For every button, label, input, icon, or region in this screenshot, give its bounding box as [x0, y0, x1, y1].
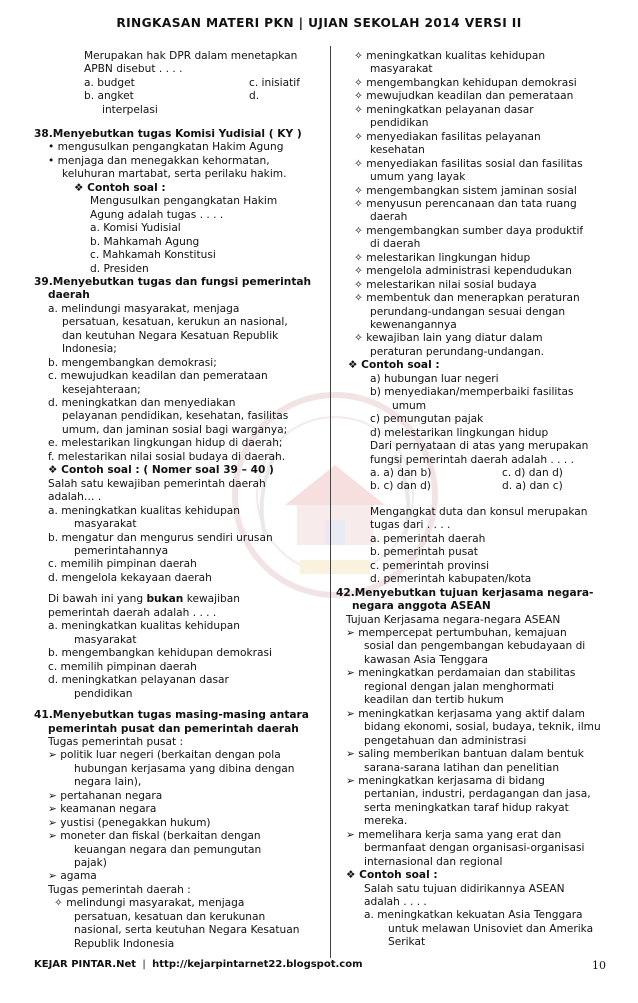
left-text-line: ➢ agama — [48, 870, 97, 883]
right-text-line: pengetahuan dan administrasi — [364, 734, 527, 747]
left-text-line: persatuan, kesatuan, kerukun an nasional, — [62, 316, 288, 329]
right-text-line: peraturan perundang-undangan. — [370, 345, 545, 358]
left-text-line: Tugas pemerintah daerah : — [48, 883, 191, 896]
right-text-line: masyarakat — [370, 63, 433, 76]
right-text-line: umum — [392, 399, 427, 412]
right-text-line: regional dengan jalan menghormati — [364, 680, 555, 693]
right-text-line: c) pemungutan pajak — [370, 413, 484, 426]
left-text-line: ➢ pertahanan negara — [48, 789, 163, 802]
left-text-line: 41.Menyebutkan tugas masing-masing antara — [34, 709, 309, 722]
right-text-line: ✧ kewajiban lain yang diatur dalam — [354, 332, 543, 345]
right-text-line: ✧ mengembangkan sumber daya produktif — [354, 224, 584, 237]
right-text-line: d) melestarikan lingkungan hidup — [370, 426, 549, 439]
column-divider — [330, 46, 331, 958]
left-text-line: pelayanan pendidikan, kesehatan, fasilitas — [62, 410, 289, 423]
left-text-line: 38.Menyebutkan tugas Komisi Yudisial ( KY ) — [34, 128, 302, 140]
left-text-line: ➢ politik luar negeri (berkaitan dengan pola — [48, 749, 281, 762]
left-text-line: e. melestarikan lingkungan hidup di daerah; — [48, 437, 283, 450]
right-text-line: di daerah — [370, 238, 421, 251]
right-text-line: ➢ memelihara kerja sama yang erat dan — [346, 828, 562, 841]
left-text-line: a. meningkatkan kualitas kehidupan — [48, 620, 241, 633]
right-text-line: ✧ mewujudkan keadilan dan pemerataan — [354, 90, 574, 103]
right-text-line: mereka. — [364, 815, 408, 828]
right-text-line: umum yang layak — [370, 171, 466, 184]
footer-site: KEJAR PINTAR.Net — [34, 959, 137, 970]
left-text-line: • mengusulkan pengangkatan Hakim Agung — [48, 141, 284, 154]
left-text-line: masyarakat — [74, 633, 137, 646]
right-text-line: kewenangannya — [370, 319, 457, 331]
left-text-line: Agung adalah tugas . . . . — [90, 208, 224, 221]
left-text-line: nasional, serta keutuhan Negara Kesatuan — [74, 924, 300, 937]
right-text-line: pertanian, industri, perdagangan dan jasa, — [364, 788, 591, 801]
right-text-line: ❖ Contoh soal : — [348, 359, 440, 372]
left-text-line: daerah — [48, 289, 90, 302]
right-text-line: Serikat — [388, 936, 426, 949]
left-text-line: pajak) — [74, 857, 107, 869]
right-text-line: adalah . . . . — [364, 896, 427, 908]
right-text-line: internasional dan regional — [364, 855, 503, 868]
right-text-line: ❖ Contoh soal : — [346, 869, 438, 882]
left-text-line: pemerintah daerah adalah . . . . — [48, 606, 217, 619]
right-text-line: kawasan Asia Tenggara — [364, 653, 488, 666]
footer-separator: | — [136, 959, 153, 970]
right-text-line: a) hubungan luar negeri — [370, 372, 499, 385]
left-text-line: ➢ keamanan negara — [48, 803, 157, 816]
left-text-line: 39.Menyebutkan tugas dan fungsi pemerintah — [34, 275, 312, 288]
right-text-line: b. c) dan d) — [370, 480, 431, 493]
left-text-line: ✧ melindungi masyarakat, menjaga — [54, 897, 245, 910]
emphasis-word: bukan — [146, 593, 184, 606]
left-text-line: ❖ Contoh soal : ( Nomer soal 39 – 40 ) — [48, 464, 274, 477]
right-text-line: ✧ meningkatkan pelayanan dasar — [354, 103, 534, 116]
left-text-line: Tugas pemerintah pusat : — [48, 735, 184, 748]
right-text-line: ✧ melestarikan nilai sosial budaya — [354, 278, 537, 291]
left-text-line: a. Komisi Yudisial — [90, 222, 181, 235]
right-text-line: Tujuan Kerjasama negara-negara ASEAN — [346, 613, 561, 626]
left-text-line: masyarakat — [74, 518, 137, 531]
left-text-line: c. mewujudkan keadilan dan pemerataan — [48, 370, 268, 383]
right-text-line: a. a) dan b) — [370, 466, 432, 479]
page-header-title: RINGKASAN MATERI PKN | UJIAN SEKOLAH 2014 VERSI II — [116, 16, 522, 30]
right-text-line: bidang ekonomi, sosial, budaya, teknik, ilmu — [364, 721, 601, 734]
left-text-line: c. memilih pimpinan daerah — [48, 660, 197, 673]
right-text-line: c. pemerintah provinsi — [370, 559, 490, 572]
right-text-line: ➢ meningkatkan kerjasama yang aktif dalam — [346, 707, 585, 720]
left-text-line: ❖ Contoh soal : — [74, 181, 166, 194]
right-text-line: ✧ mengelola administrasi kependudukan — [354, 265, 573, 278]
left-text-line: kesejahteraan; — [62, 383, 141, 396]
right-text-line: Salah satu tujuan didirikannya ASEAN — [364, 882, 565, 895]
left-text-line: pemerintah pusat dan pemerintah daerah — [48, 722, 299, 735]
left-text-line: dan keutuhan Negara Kesatuan Republik — [62, 329, 279, 342]
right-text-line: ✧ melestarikan lingkungan hidup — [354, 251, 531, 264]
right-text-line: Dari pernyataan di atas yang merupakan — [370, 440, 589, 453]
right-text-line: pendidikan — [370, 117, 429, 130]
left-text-line: a. melindungi masyarakat, menjaga — [48, 302, 240, 315]
left-text-line: b. mengembangkan kehidupan demokrasi — [48, 647, 272, 660]
left-text-line: Merupakan hak DPR dalam menetapkan — [84, 50, 298, 62]
left-text-line: b. angket — [84, 90, 134, 103]
right-text-line: 42.Menyebutkan tujuan kerjasama negara- — [336, 586, 594, 599]
right-text-line: tugas dari . . . . — [370, 519, 451, 532]
left-text-line: Indonesia; — [62, 343, 117, 356]
right-text-line: ✧ meningkatkan kualitas kehidupan — [354, 50, 546, 62]
left-text-line: d. — [249, 90, 260, 103]
right-text-line: ✧ membentuk dan menerapkan peraturan — [354, 292, 580, 305]
left-text-line: Republik Indonesia — [74, 937, 175, 950]
left-text-line: interpelasi — [102, 103, 158, 116]
right-text-line: Mengangkat duta dan konsul merupakan — [370, 505, 588, 518]
left-text-line: a. budget — [84, 76, 135, 89]
right-text-line: ➢ saling memberikan bantuan dalam bentuk — [346, 748, 584, 761]
left-text-line: b. mengembangkan demokrasi; — [48, 356, 217, 369]
footer-url[interactable]: http://kejarpintarnet22.blogspot.com — [152, 959, 363, 970]
left-text-line: keuangan negara dan pemungutan — [74, 843, 262, 856]
left-text-line: negara lain), — [74, 776, 142, 789]
right-text-line: bermanfaat dengan organisasi-organisasi — [364, 842, 585, 855]
left-text-line: b. Mahkamah Agung — [90, 235, 200, 248]
right-text-line: d. a) dan c) — [502, 480, 563, 493]
left-text-line: f. melestarikan nilai sosial budaya di daerah. — [48, 450, 286, 463]
left-text-line: hubungan kerjasama yang dibina dengan — [74, 762, 295, 775]
left-text-line: Salah satu kewajiban pemerintah daerah — [48, 477, 266, 490]
right-text-line: ➢ meningkatkan kerjasama di bidang — [346, 774, 545, 787]
page-number: 10 — [592, 959, 606, 972]
right-text-line: ➢ meningkatkan perdamaian dan stabilitas — [346, 667, 576, 680]
left-text-line: pendidikan — [74, 687, 133, 700]
left-text-line: c. inisiatif — [249, 76, 300, 89]
right-text-line: ✧ menyusun perencanaan dan tata ruang — [354, 197, 577, 210]
right-text-line: ➢ mempercepat pertumbuhan, kemajuan — [346, 627, 567, 639]
right-text-line: sosial dan pengembangan kebudayaan di — [364, 640, 586, 653]
right-text-line: ✧ mengembangkan kehidupan demokrasi — [354, 76, 577, 89]
right-text-line: fungsi pemerintah daerah adalah . . . . — [370, 453, 574, 466]
left-text-line: adalah… . — [48, 491, 102, 504]
right-text-line: negara anggota ASEAN — [352, 600, 491, 613]
left-text-line: d. mengelola kekayaan daerah — [48, 571, 212, 584]
right-text-line: sarana-sarana latihan dan penelitian — [364, 761, 560, 774]
right-text-line: untuk melawan Unisoviet dan Amerika — [388, 922, 594, 935]
footer-left — [34, 959, 363, 970]
right-text-line: daerah — [370, 211, 408, 224]
right-text-line: keadilan dan tertib hukum — [364, 694, 504, 707]
right-text-line: c. d) dan d) — [502, 466, 563, 479]
left-text-line: c. Mahkamah Konstitusi — [90, 249, 216, 262]
left-text-line: a. meningkatkan kualitas kehidupan — [48, 504, 241, 517]
left-text-line: umum, dan jaminan sosial bagi warganya; — [62, 423, 288, 436]
right-text-line: d. pemerintah kabupaten/kota — [370, 573, 532, 586]
right-text-line: ✧ mengembangkan sistem jaminan sosial — [354, 184, 577, 197]
left-text-line: Di bawah ini yang bukan kewajiban — [48, 593, 240, 606]
left-text-line: APBN disebut . . . . — [84, 63, 183, 76]
left-text-line: persatuan, kesatuan dan kerukunan — [74, 910, 266, 923]
left-text-line: pemerintahannya — [74, 544, 169, 557]
right-text-line: b) menyediakan/memperbaiki fasilitas — [370, 386, 574, 399]
right-text-line: b. pemerintah pusat — [370, 546, 478, 559]
left-text-line: ➢ moneter dan fiskal (berkaitan dengan — [48, 830, 261, 843]
right-text-line: serta meningkatkan taraf hidup rakyat — [364, 801, 569, 814]
left-text-line: d. meningkatkan pelayanan dasar — [48, 674, 229, 687]
right-text-line: kesehatan — [370, 144, 425, 157]
right-text-line: a. pemerintah daerah — [370, 532, 486, 545]
left-text-line: c. memilih pimpinan daerah — [48, 558, 197, 571]
right-text-line: ✧ menyediakan fasilitas pelayanan — [354, 130, 541, 143]
left-text-line: • menjaga dan menegakkan kehormatan, — [48, 154, 270, 167]
left-text-line: keluhuran martabat, serta perilaku hakim. — [62, 168, 287, 181]
right-text-line: perundang-undangan sesuai dengan — [370, 305, 566, 318]
right-text-line: a. meningkatkan kekuatan Asia Tenggara — [364, 909, 583, 922]
left-text-line: d. meningkatkan dan menyediakan — [48, 397, 236, 409]
left-text-line: ➢ yustisi (penegakkan hukum) — [48, 816, 211, 829]
left-text-line: b. mengatur dan mengurus sendiri urusan — [48, 531, 273, 544]
right-text-line: ✧ menyediakan fasilitas sosial dan fasilitas — [354, 157, 583, 170]
left-text-line: d. Presiden — [90, 262, 149, 275]
left-text-line: Mengusulkan pengangkatan Hakim — [90, 195, 278, 208]
